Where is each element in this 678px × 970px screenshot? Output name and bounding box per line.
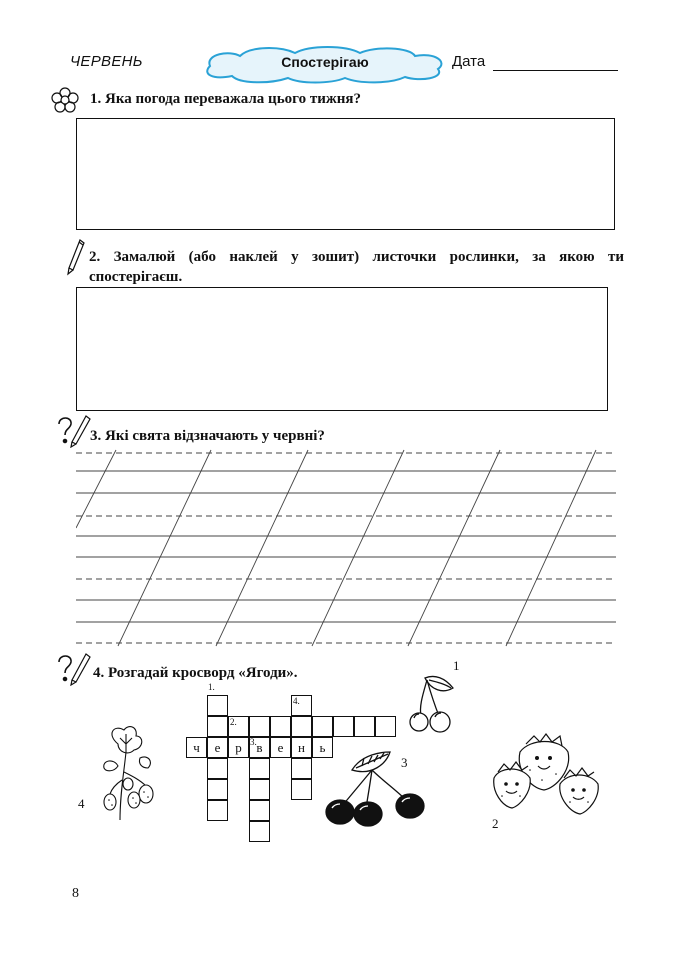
- crossword-cell[interactable]: [270, 716, 291, 737]
- date-field-line[interactable]: [493, 70, 618, 71]
- clue-number-3: 3.: [250, 737, 257, 747]
- crossword-cell: в: [249, 737, 270, 758]
- crossword-cell[interactable]: [291, 779, 312, 800]
- crossword-cell[interactable]: [249, 779, 270, 800]
- picture-label-3: 3: [401, 755, 408, 770]
- answer-box-1[interactable]: [76, 118, 615, 230]
- crossword-cell[interactable]: [354, 716, 375, 737]
- page-number: 8: [72, 886, 79, 901]
- crossword-cell[interactable]: [207, 779, 228, 800]
- answer-box-2[interactable]: [76, 287, 608, 411]
- crossword-cell: е: [270, 737, 291, 758]
- pencil-icon: [66, 238, 86, 276]
- crossword-cell[interactable]: [375, 716, 396, 737]
- crossword-cell[interactable]: [249, 821, 270, 842]
- crossword-cell[interactable]: [207, 800, 228, 821]
- crossword-cell[interactable]: [312, 716, 333, 737]
- month-label: ЧЕРВЕНЬ: [70, 53, 143, 70]
- crossword-cell: р: [228, 737, 249, 758]
- strawberry-plant-icon: [98, 724, 160, 824]
- crossword-cell: ч: [186, 737, 207, 758]
- question-pencil-icon: [56, 414, 92, 448]
- handwriting-lines[interactable]: [76, 448, 618, 648]
- crossword-cell[interactable]: [249, 758, 270, 779]
- cherries-big-icon: [322, 750, 428, 830]
- clue-number-1: 1.: [208, 682, 215, 692]
- picture-label-2: 2: [492, 816, 499, 831]
- crossword-cell[interactable]: [249, 800, 270, 821]
- question-3: 3. Які свята відзначають у червні?: [90, 428, 325, 444]
- crossword-cell: н: [291, 737, 312, 758]
- section-title: Спостерігаю: [281, 54, 369, 70]
- flower-icon: [50, 86, 80, 114]
- cherry-small-icon: [405, 666, 461, 736]
- crossword-cell[interactable]: [333, 716, 354, 737]
- crossword-cell[interactable]: [207, 695, 228, 716]
- crossword-cell: е: [207, 737, 228, 758]
- picture-label-4: 4: [78, 796, 85, 811]
- clue-number-4: 4.: [293, 696, 300, 706]
- crossword-cell[interactable]: [249, 716, 270, 737]
- date-label: Дата: [452, 53, 486, 70]
- crossword-cell[interactable]: [207, 758, 228, 779]
- crossword-cell: ь: [312, 737, 333, 758]
- crossword-cell[interactable]: [291, 758, 312, 779]
- question-pencil-icon: [56, 652, 92, 686]
- question-1: 1. Яка погода переважала цього тижня?: [90, 91, 361, 107]
- picture-label-1: 1: [453, 658, 460, 673]
- question-4: 4. Розгадай кросворд «Ягоди».: [93, 665, 298, 681]
- crossword-cell[interactable]: [291, 716, 312, 737]
- clue-number-2: 2.: [230, 717, 237, 727]
- crossword-cell[interactable]: [207, 716, 228, 737]
- question-2: 2. Замалюй (або наклей у зошит) листочки рослинки, за якою ти спостерігаєш.: [89, 249, 624, 285]
- strawberries-icon: [490, 730, 610, 820]
